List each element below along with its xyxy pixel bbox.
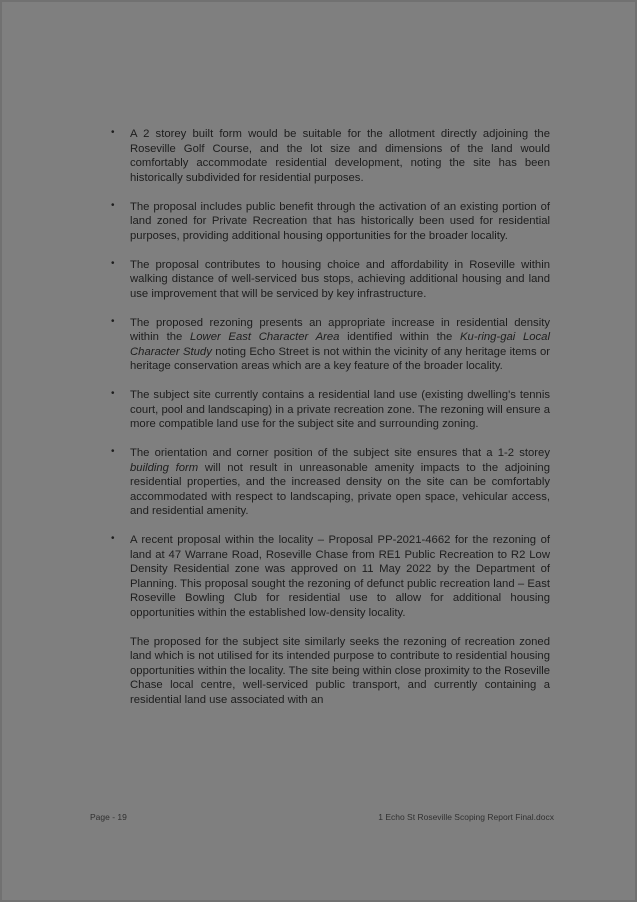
bullet-text: The subject site currently contains a residential land use (existing dwelling's tennis court, pool and landscaping) in a private recreation zone. The rezoning will ensure a more compatible land use for the subject site and surrounding zoning.: [130, 389, 550, 430]
document-body: [111, 127, 550, 707]
bullet-marker-icon: •: [111, 199, 115, 211]
bullet-text: The proposed rezoning presents an appropriate increase in residential density within the Lower East Character Area identified within the Ku-ring-gai Local Character Study noting Echo Street is not within the vicinity of any heritage items or heritage conservation areas which are a key feature of the broader locality.: [130, 316, 550, 372]
closing-paragraph: The proposed for the subject site similarly seeks the rezoning of recreation zoned land which is not utilised for its intended purpose to contribute to residential housing opportunities within the locality. The site being within close proximity to the Roseville Chase local centre, well-serviced public transport, and currently containing a residential land use associated with an: [130, 635, 550, 706]
bullet-marker-icon: •: [111, 388, 115, 399]
bullet-marker-icon: •: [111, 446, 115, 457]
bullet-marker-icon: •: [111, 257, 115, 269]
bullet-item: [111, 446, 550, 519]
bullet-item: [111, 257, 550, 302]
bullet-item: [111, 388, 550, 432]
bullet-marker-icon: •: [111, 533, 115, 544]
bullet-text: The proposal contributes to housing choice and affordability in Roseville within walking distance of well-serviced bus stops, achieving additional housing and land use improvement that will be serviced by key infrastructure.: [130, 258, 550, 300]
bullet-marker-icon: •: [111, 127, 115, 138]
bullet-marker-icon: •: [111, 315, 115, 327]
bullet-item: [111, 533, 550, 620]
bullet-item: [111, 199, 550, 244]
bullet-text: The orientation and corner position of the subject site ensures that a 1-2 storey building form will not result in unreasonable amenity impacts to the adjoining residential properties, and the increased density on the site can be comfortably accommodated with respect to landscaping, private open space, vehicular access, and residential amenity.: [130, 447, 550, 517]
footer-page-number: Page - 19: [90, 812, 127, 822]
footer-document-name: 1 Echo St Roseville Scoping Report Final.docx: [378, 812, 554, 822]
page-footer: [90, 812, 554, 822]
bullet-item: [111, 127, 550, 185]
bullet-item: [111, 315, 550, 374]
bullet-text: A 2 storey built form would be suitable for the allotment directly adjoining the Roseville Golf Course, and the lot size and dimensions of the land would comfortably accommodate residential development, noting the site has been historically subdivided for residential purposes.: [130, 128, 550, 184]
bullet-list: [111, 127, 550, 620]
bullet-text: A recent proposal within the locality – Proposal PP-2021-4662 for the rezoning of land at 47 Warrane Road, Roseville Chase from RE1 Public Recreation to R2 Low Density Residential zone was approved on 11 May 2022 by the Department of Planning. This proposal sought the rezoning of defunct public recreation land – East Roseville Bowling Club for residential use to allow for additional housing opportunities within the established low-density locality.: [130, 534, 550, 619]
bullet-text: The proposal includes public benefit through the activation of an existing portion of land zoned for Private Recreation that has historically been used for residential purposes, providing additional housing opportunities for the broader locality.: [130, 200, 550, 242]
